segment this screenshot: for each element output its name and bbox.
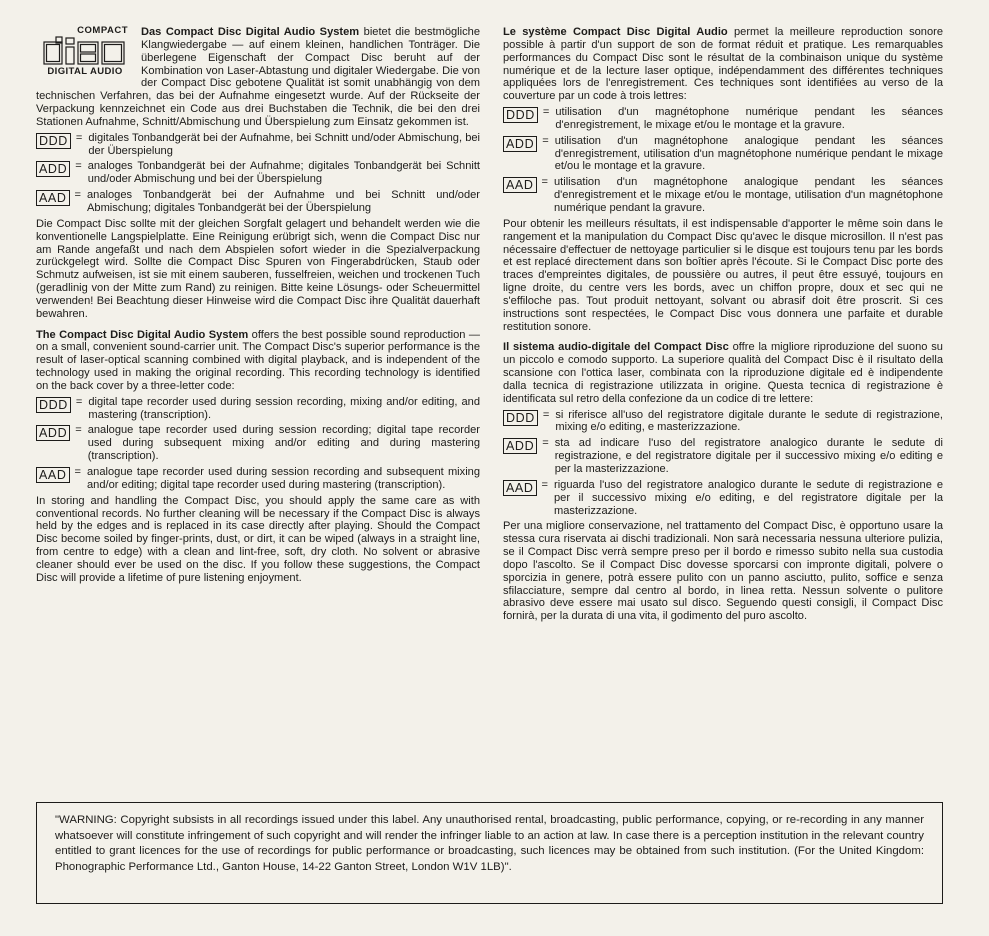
code-badge: ADD xyxy=(36,161,70,177)
equals-sign: = xyxy=(74,189,81,202)
code-description: digitales Tonbandgerät bei der Aufnahme, bei Schnitt und/oder Abmischung, bei der Überspielung xyxy=(88,131,480,157)
equals-sign: = xyxy=(75,424,82,437)
italian-code-add xyxy=(503,437,943,476)
german-code-aad xyxy=(36,189,480,215)
code-badge: ADD xyxy=(503,136,537,152)
code-description: utilisation d'un magnétophone analogique pendant les séances d'enregistrement, utilisation d'un magnétophone numérique pendant le mixage et/ou le montage et la gravure. xyxy=(554,134,943,173)
german-care-paragraph: Die Compact Disc sollte mit der gleichen Sorgfalt gelagert und behandelt werden wie die konventionelle Langspielplatte. Eine Reinigung erübrigt sich, wenn die Compact Disc nur am Rande angefaßt und nach dem Abspielen sofort wieder in die Spezialverpackung zurückgelegt wird. Sollte die Compact Disc Spuren von Fingerabdrücken, Staub oder Schmutz aufweisen, ist sie mit einem sauberen, fusselfreien, weichen und trockenen Tuch (geradlinig von der Mitte zum Rand) zu reinigen. Bitte keine Lösungs- oder Scheuermittel verwenden! Bei Beachtung dieser Hinweise wird die Compact Disc ihre Qualität dauerhaft bewahren. xyxy=(36,217,480,320)
italian-code-ddd xyxy=(503,409,943,435)
english-code-add xyxy=(36,424,480,463)
code-description: analogue tape recorder used during session recording; digital tape recorder used during subsequent mixing and/or editing and during mastering (transcription). xyxy=(87,424,480,463)
german-section xyxy=(36,26,480,129)
logo-top-text: COMPACT xyxy=(77,25,128,36)
code-description: utilisation d'un magnétophone analogique pendant les séances d'enregistrement et le mixage et/ou le montage, utilisation d'un magnétophone numérique pendant la gravure. xyxy=(554,176,943,214)
french-intro: permet la meilleure reproduction sonore possible à partir d'un support de son de format réduit et pratique. Les remarquables performances du Compact Disc sont le résultat de la combinaison unique du système numérique et de la lecture laser optique, indépendamment des différentes techniques appliquées lors de l'enregistrement. Ces techniques sont identifiées au verso de la couverture par un code à trois lettres: xyxy=(503,26,943,103)
code-description: riguarda l'uso del registratore analogico durante le sedute di registrazione e per il successivo mixing e/o editing, e del registratore digitale per la masterizzazione. xyxy=(554,478,943,517)
equals-sign: = xyxy=(542,408,550,421)
italian-intro-paragraph xyxy=(503,341,943,405)
italian-intro: offre la migliore riproduzione del suono su un piccolo e comodo supporto. La superiore qualità del Compact Disc è il risultato della scansione con l'ottica laser, combinata con la riproduzione digitale ed è indipendente dalla tecnica di registrazione utilizzata in origine. Questa tecnica di registrazione è identificata sul retro della confezione da un codice di tre lettere: xyxy=(503,341,943,405)
french-lead: Le système Compact Disc Digital Audio xyxy=(503,26,728,38)
compact-disc-logo xyxy=(36,26,134,80)
code-badge: AAD xyxy=(36,467,70,483)
code-description: digital tape recorder used during session recording, mixing and/or editing, and mastering (transcription). xyxy=(88,395,480,421)
code-badge: AAD xyxy=(36,190,70,206)
code-description: analoges Tonbandgerät bei der Aufnahme und bei Schnitt und/oder Abmischung; digitales Tonbandgerät bei der Überspielung xyxy=(87,189,480,214)
english-intro-paragraph xyxy=(36,329,480,393)
equals-sign: = xyxy=(541,176,548,189)
code-badge: ADD xyxy=(36,425,70,441)
equals-sign: = xyxy=(541,478,548,491)
code-description: analogue tape recorder used during session recording and subsequent mixing and/or editing; digital tape recorder used during mastering (transcription). xyxy=(87,466,480,491)
copyright-warning-text: "WARNING: Copyright subsists in all recordings issued under this label. Any unauthorised rental, broadcasting, public performance, copying, or re-recording in any manner whatsoever will constitute infringement of such copyright and will render the infringer liable to an action at law. In case there is a perception institution in the relevant country entitled to grant licences for the use of recordings for public performance or broadcasting, such licences may be obtained from such institution. (For the United Kingdom: Phonographic Performance Ltd., Ganton House, 14-22 Ganton Street, London W1V 1LB)". xyxy=(55,814,924,873)
english-code-aad xyxy=(36,466,480,492)
code-badge: DDD xyxy=(503,410,538,426)
code-description: analoges Tonbandgerät bei der Aufnahme; digitales Tonbandgerät bei Schnitt und/oder Abmischung und bei der Überspielung xyxy=(87,160,480,186)
equals-sign: = xyxy=(75,395,83,408)
english-lead: The Compact Disc Digital Audio System xyxy=(36,328,249,341)
german-lead: Das Compact Disc Digital Audio System xyxy=(141,26,360,38)
logo-bottom-text: DIGITAL AUDIO xyxy=(47,66,123,77)
equals-sign: = xyxy=(75,131,83,144)
french-code-aad xyxy=(503,176,943,215)
french-code-add xyxy=(503,135,943,174)
code-badge: ADD xyxy=(503,438,537,454)
code-badge: DDD xyxy=(503,107,538,123)
english-section xyxy=(36,329,480,585)
english-code-ddd xyxy=(36,396,480,422)
german-code-add xyxy=(36,160,480,186)
equals-sign: = xyxy=(74,466,81,478)
code-badge: AAD xyxy=(503,177,537,193)
code-description: sta ad indicare l'uso del registratore analogico durante le sedute di registrazione, e del registratore digitale per il successivo mixing e/o editing e per la masterizzazione. xyxy=(554,437,943,475)
french-care-paragraph: Pour obtenir les meilleurs résultats, il est indispensable d'apporter le même soin dans le rangement et la manipulation du Compact Disc qu'avec le disque microsillon. Il n'est pas nécessaire d'effectuer de nettoyage particulier si le disque est toujours tenu par les bords et est replacé directement dans son boîtier après l'écoute. Si le Compact Disc porte des traces d'empreintes digitales, de poussière ou autres, il peut être essuyé, toujours en ligne droite, du centre vers les bords, avec un chiffon propre, doux et sec qui ne s'effiloche pas. Tout produit nettoyant, solvant ou abrasif doit être proscrit. Si ces instructions sont respectées, le Compact Disc vous donnera une parfaite et durable restitution sonore. xyxy=(503,217,943,333)
french-section xyxy=(503,26,943,333)
right-column xyxy=(503,26,943,626)
code-badge: AAD xyxy=(503,480,537,496)
english-intro: offers the best possible sound reproduction — on a small, convenient sound-carrier unit. The Compact Disc's superior performance is the result of laser-optical scanning combined with digital playback, and is independent of the technology used in making the original recording. This recording technology is identified on the back cover by a three-letter code: xyxy=(36,328,480,392)
code-description: si riferisce all'uso del registratore digitale durante le sedute di registrazione, mixing e/o editing, e masterizzazione. xyxy=(555,408,943,434)
disc-logo-icon xyxy=(42,36,128,66)
german-intro: bietet die bestmögliche Klangwiedergabe — auf einem kleinen, handlichen Tonträger. Die überlegene Eigenschaft der Compact Disc beruht auf der Kombination von Laser-Abtastung und digitaler Wiedergabe. Die von der Compact Disc gebotene Qualität ist somit unabhängig von dem technischen Verfahren, das bei der Aufnahme eingesetzt wurde. Auf der Rückseite der Verpackung kennzeichnet ein Code aus drei Buchstaben die Technik, die bei den drei Stationen Aufnahme, Schnitt/Abmischung und Überspielung zum Einsatz gekommen ist. xyxy=(36,26,480,128)
french-intro-paragraph xyxy=(503,26,943,103)
left-column xyxy=(36,26,480,588)
italian-care-paragraph: Per una migliore conservazione, nel trattamento del Compact Disc, è opportuno usare la stessa cura riservata ai dischi tradizionali. Non sarà necessaria nessuna ulteriore pulizia, se il Compact Disc verrà sempre preso per il bordo e rimesso subito nella sua custodia dopo l'ascolto. Se il Compact Disc dovesse sporcarsi con impronte digitali, polvere o sporcizia in genere, potrà essere pulito con un panno asciutto, pulito, soffice e senza sfilacciature, sempre dal centro al bordo, in linea retta. Nessun solvente o pulitore abrasivo deve essere mai usato sul disco. Seguendo questi consigli, il Compact Disc fornirà, per la durata di una vita, il godimento del puro ascolto. xyxy=(503,520,943,623)
german-code-ddd xyxy=(36,132,480,158)
italian-lead: Il sistema audio-digitale del Compact Disc xyxy=(503,341,729,354)
english-care-paragraph: In storing and handling the Compact Disc, you should apply the same care as with conventional records. No further cleaning will be necessary if the Compact Disc is always held by the edges and is replaced in its case directly after playing. Should the Compact Disc become soiled by finger-prints, dust, or dirt, it can be wiped (always in a straight line, from centre to edge) with a clean and lint-free, soft, dry cloth. No solvent or abrasive cleaner should ever be used on the disc. If you follow these suggestions, the Compact Disc will provide a lifetime of pure listening enjoyment. xyxy=(36,494,480,584)
equals-sign: = xyxy=(542,106,550,119)
equals-sign: = xyxy=(75,160,82,173)
code-badge: DDD xyxy=(36,133,71,149)
code-description: utilisation d'un magnétophone numérique pendant les séances d'enregistrement, le mixage et/ou le montage et la gravure. xyxy=(555,106,943,131)
french-code-ddd xyxy=(503,106,943,132)
code-badge: DDD xyxy=(36,397,71,413)
copyright-warning-box xyxy=(36,802,943,904)
equals-sign: = xyxy=(542,437,549,450)
italian-code-aad xyxy=(503,479,943,518)
italian-section xyxy=(503,341,943,623)
equals-sign: = xyxy=(542,134,549,147)
